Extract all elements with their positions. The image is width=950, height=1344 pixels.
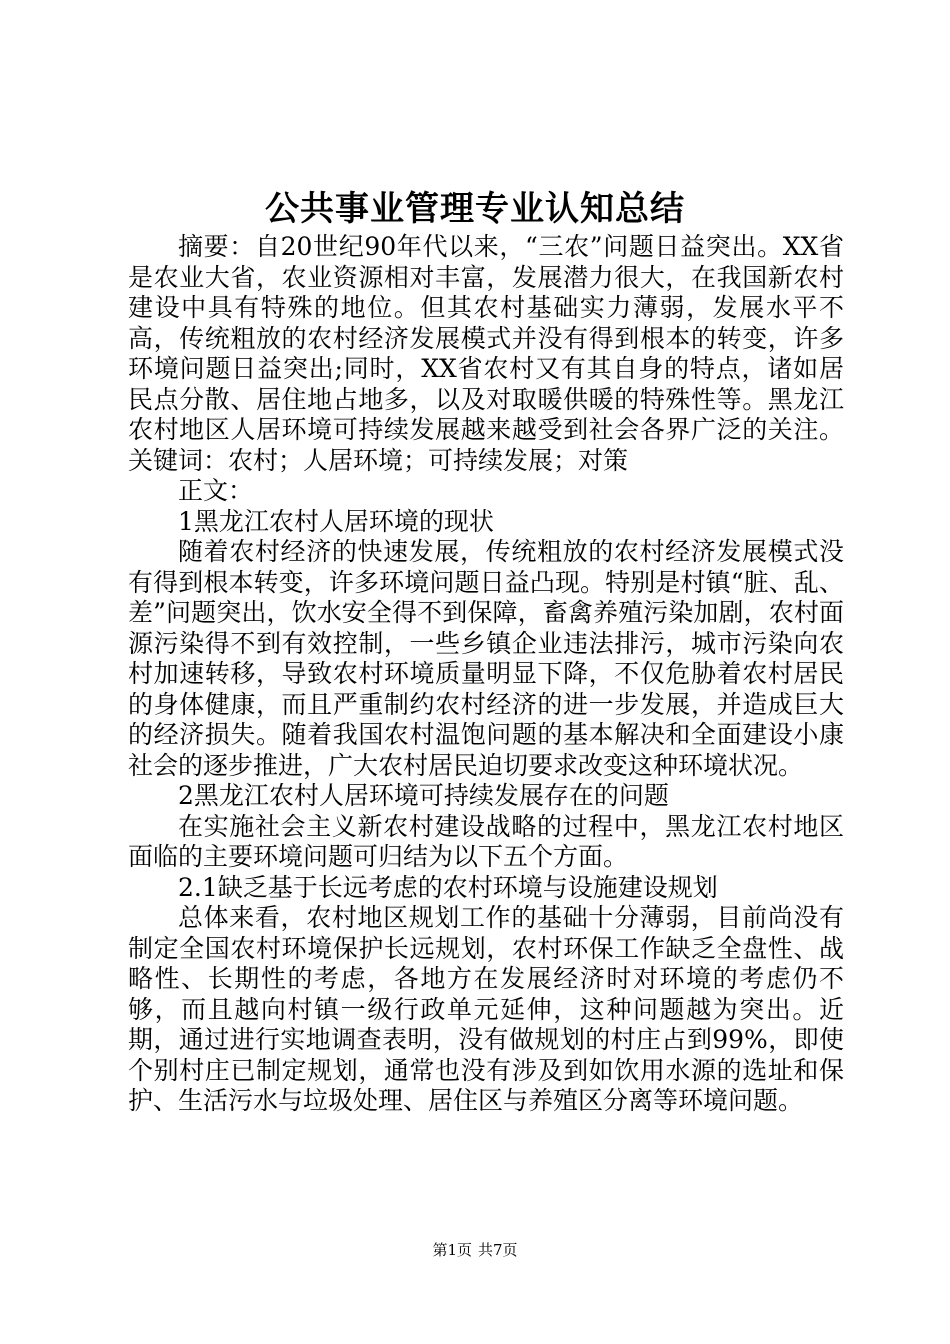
page-number: 第1页 <box>432 1241 472 1259</box>
section-heading-2-1: 2.1缺乏基于长远考虑的农村环境与设施建设规划 <box>178 872 718 902</box>
section-1-paragraph: 随着农村经济的快速发展，传统粗放的农村经济发展模式没有得到根本转变，许多环境问题日益凸现。特别是村镇“脏、乱、差”问题突出，饮水安全得不到保障，畜禽养殖污染加剧，农村面源污染得不到有效控制，一些乡镇企业违法排污，城市污染向农村加速转移，导致农村环境质量明显下降，不仅危胁着农村居民的身体健康，而且严重制约农村经济的进一步发展，并造成巨大的经济损失。随着我国农村温饱问题的基本解决和全面建设小康社会的逐步推进，广大农村居民迫切要求改变这种环境状况。 <box>128 537 844 780</box>
section-heading-2: 2黑龙江农村人居环境可持续发展存在的问题 <box>178 781 669 810</box>
document-body <box>128 232 844 1117</box>
page-total: 共7页 <box>478 1241 518 1259</box>
section-heading-1: 1黑龙江农村人居环境的现状 <box>178 506 494 536</box>
section-2-paragraph: 在实施社会主义新农村建设战略的过程中，黑龙江农村地区面临的主要环境问题可归结为以下五个方面。 <box>128 811 844 871</box>
section-2-1-paragraph: 总体来看，农村地区规划工作的基础十分薄弱，目前尚没有制定全国农村环境保护长远规划，农村环保工作缺乏全盘性、战略性、长期性的考虑，各地方在发展经济时对环境的考虑仍不够，而且越向村镇一级行政单元延伸，这种问题越为突出。近期，通过进行实地调查表明，没有做规划的村庄占到99%，即使个别村庄已制定规划，通常也没有涉及到如饮用水源的选址和保护、生活污水与垃圾处理、居住区与养殖区分离等环境问题。 <box>128 903 844 1115</box>
document-title: 公共事业管理专业认知总结 <box>265 189 685 229</box>
abstract-paragraph: 摘要：自20世纪90年代以来，“三农”问题日益突出。XX省是农业大省，农业资源相对丰富，发展潜力很大，在我国新农村建设中具有特殊的地位。但其农村基础实力薄弱，发展水平不高，传统粗放的农村经济发展模式并没有得到根本的转变，许多环境问题日益突出;同时，XX省农村又有其自身的特点，诸如居民点分散、居住地占地多，以及对取暖供暖的特殊性等。黑龙江农村地区人居环境可持续发展越来越受到社会各界广泛的关注。关键词：农村；人居环境；可持续发展；对策 <box>128 232 844 475</box>
body-label: 正文： <box>178 476 254 505</box>
page-footer <box>0 1240 950 1260</box>
